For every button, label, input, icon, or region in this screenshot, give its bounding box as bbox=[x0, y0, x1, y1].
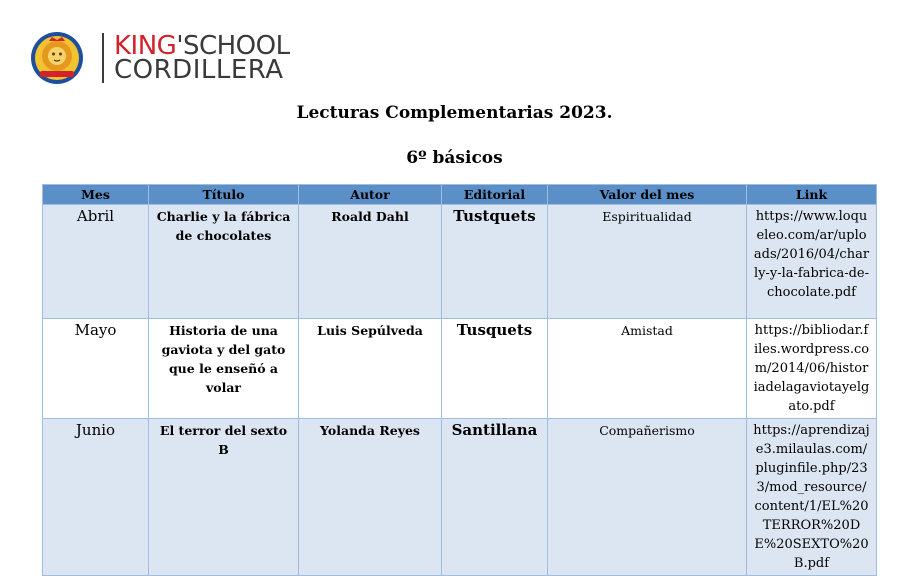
cell-autor: Yolanda Reyes bbox=[299, 419, 442, 576]
wordmark-school: 'SCHOOL bbox=[176, 31, 290, 61]
cell-editorial: Santillana bbox=[442, 419, 548, 576]
document-subtitle: 6º básicos bbox=[406, 148, 503, 168]
cell-mes: Abril bbox=[43, 205, 149, 319]
cell-editorial: Tusquets bbox=[442, 319, 548, 419]
cell-editorial: Tustquets bbox=[442, 205, 548, 319]
wordmark-cordillera: CORDILLERA bbox=[114, 55, 284, 85]
cell-valor: Amistad bbox=[548, 319, 747, 419]
cell-valor: Espiritualidad bbox=[548, 205, 747, 319]
wordmark-king: KING bbox=[114, 31, 177, 61]
table-row bbox=[43, 319, 877, 419]
header-editorial: Editorial bbox=[442, 185, 548, 205]
header-valor: Valor del mes bbox=[548, 185, 747, 205]
cell-titulo: Charlie y la fábrica de chocolates bbox=[149, 205, 299, 319]
cell-link[interactable]: https://www.loqueleo.com/ar/uploads/2016/04/charly-y-la-fabrica-de-chocolate.pdf bbox=[747, 205, 877, 319]
header-link: Link bbox=[747, 185, 877, 205]
cell-valor: Compañerismo bbox=[548, 419, 747, 576]
header-titulo: Título bbox=[149, 185, 299, 205]
school-wordmark bbox=[114, 33, 290, 83]
cell-titulo: El terror del sexto B bbox=[149, 419, 299, 576]
cell-titulo: Historia de una gaviota y del gato que le enseñó a volar bbox=[149, 319, 299, 419]
cell-autor: Roald Dahl bbox=[299, 205, 442, 319]
cell-link[interactable]: https://aprendizaje3.milaulas.com/pluginfile.php/233/mod_resource/content/1/EL%20TERROR%20DE%20SEXTO%20B.pdf bbox=[747, 419, 877, 576]
cell-mes: Mayo bbox=[43, 319, 149, 419]
table-row bbox=[43, 205, 877, 319]
cell-mes: Junio bbox=[43, 419, 149, 576]
table-header-row bbox=[43, 185, 877, 205]
header-autor: Autor bbox=[299, 185, 442, 205]
header-mes: Mes bbox=[43, 185, 149, 205]
school-crest-logo bbox=[30, 31, 84, 85]
document-title: Lecturas Complementarias 2023. bbox=[296, 103, 613, 123]
readings-table bbox=[42, 184, 877, 576]
logo-divider bbox=[102, 33, 104, 83]
school-header bbox=[30, 30, 290, 86]
cell-link[interactable]: https://bibliodar.files.wordpress.com/2014/06/historiadelagaviotayelgato.pdf bbox=[747, 319, 877, 419]
table-row bbox=[43, 419, 877, 576]
cell-autor: Luis Sepúlveda bbox=[299, 319, 442, 419]
